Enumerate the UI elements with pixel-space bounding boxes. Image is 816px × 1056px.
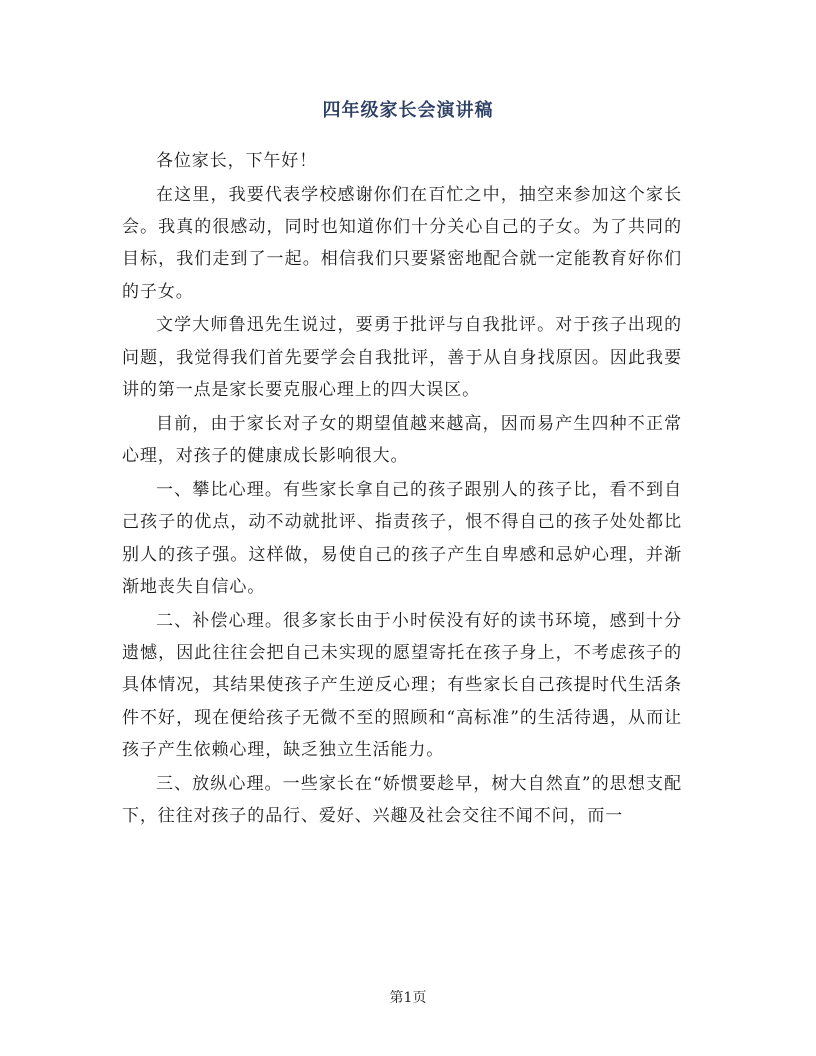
paragraph-greeting: 各位家长，下午好！	[156, 151, 318, 171]
page-number: 第1页	[389, 990, 427, 1006]
paragraph-expectations: 目前，由于家长对子女的期望值越来越高，因而易产生四种不正常心理，对孩子的健康成长影响很大。	[122, 413, 682, 467]
paragraph-thanks: 在这里，我要代表学校感谢你们在百忙之中，抽空来参加这个家长会。我真的很感动，同时也知道你们十分关心自己的子女。为了共同的目标，我们走到了一起。相信我们只要紧密地配合就一定能教育好你们的子女。	[122, 184, 682, 302]
paragraph-compensation-mentality: 二、补偿心理。很多家长由于小时侯没有好的读书环境，感到十分遗憾，因此往往会把自己未实现的愿望寄托在孩子身上，不考虑孩子的具体情况，其结果使孩子产生逆反心理；有些家长自己孩提时代生活条件不好，现在便给孩子无微不至的照顾和“高标准”的生活待遇，从而让孩子产生依赖心理，缺乏独立生活能力。	[122, 610, 682, 761]
document-body	[122, 145, 682, 834]
paragraph-comparison-mentality: 一、攀比心理。有些家长拿自己的孩子跟别人的孩子比，看不到自己孩子的优点，动不动就批评、指责孩子，恨不得自己的孩子处处都比别人的孩子强。这样做，易使自己的孩子产生自卑感和忌妒心理，并渐渐地丧失自信心。	[122, 479, 682, 598]
document-title: 四年级家长会演讲稿	[322, 100, 494, 121]
paragraph-self-criticism: 文学大师鲁迅先生说过，要勇于批评与自我批评。对于孩子出现的问题，我觉得我们首先要学会自我批评，善于从自身找原因。因此我要讲的第一点是家长要克服心理上的四大误区。	[122, 315, 682, 401]
paragraph-indulgence-mentality: 三、放纵心理。一些家长在“娇惯要趁早，树大自然直”的思想支配下，往往对孩子的品行、爱好、兴趣及社会交往不闻不问，而一	[122, 773, 682, 827]
